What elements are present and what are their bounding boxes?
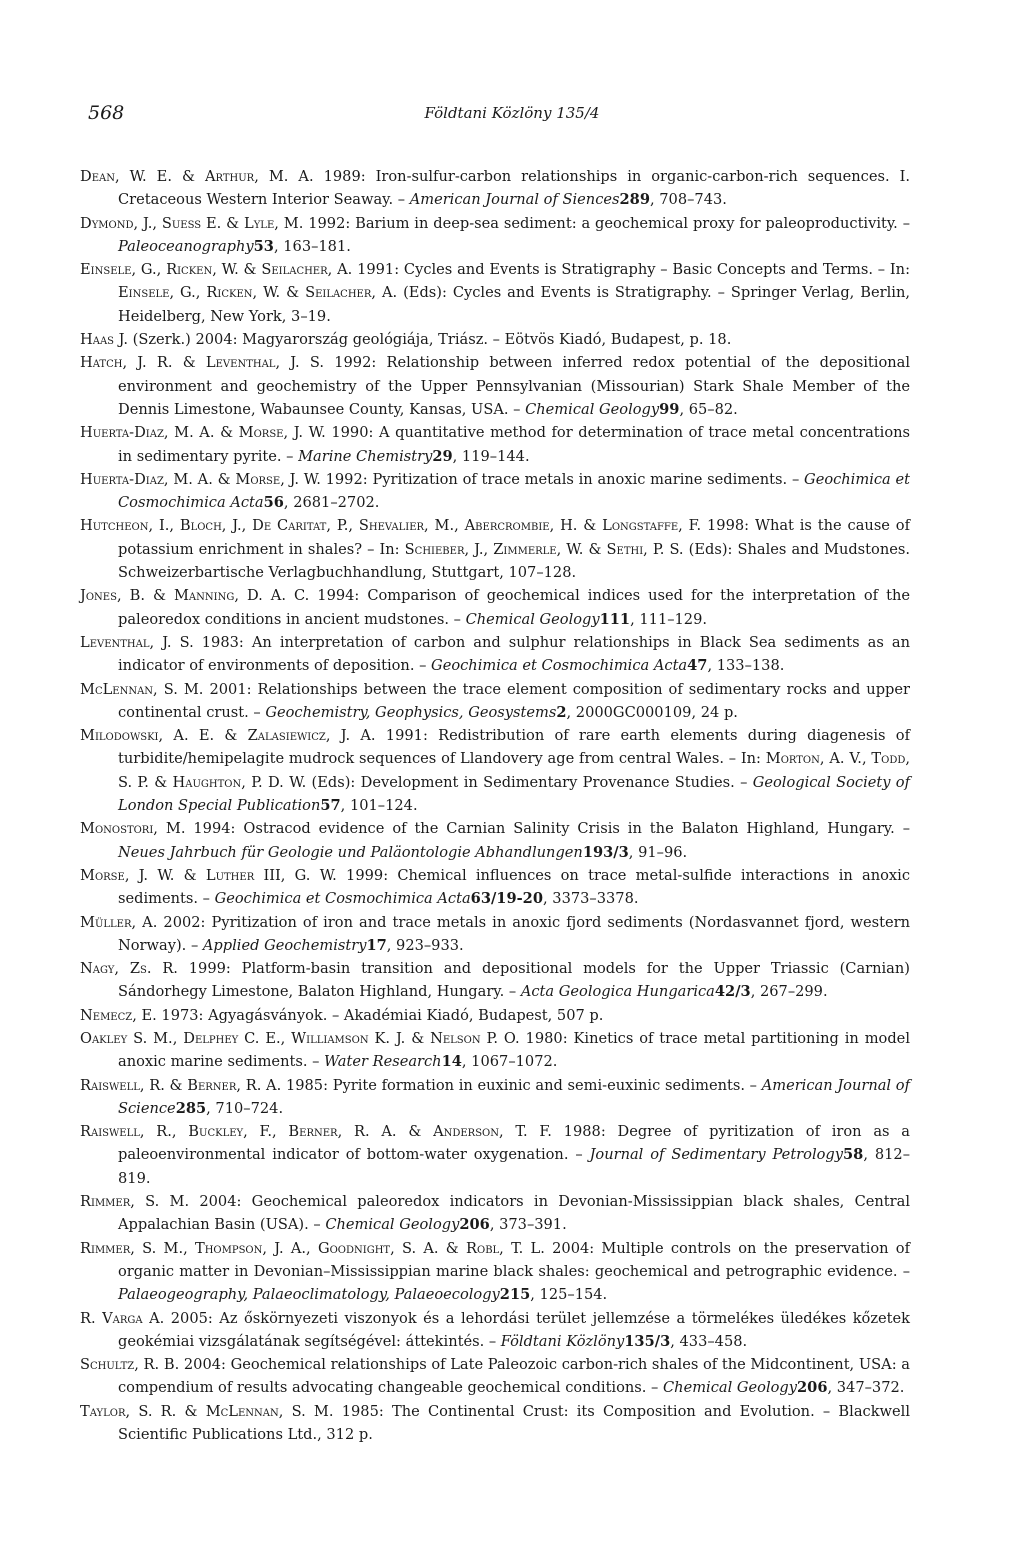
reference-entry <box>80 351 910 421</box>
reference-volume: 285 <box>175 1099 207 1117</box>
reference-entry <box>80 1400 910 1447</box>
page-number: 568 <box>88 102 125 124</box>
reference-authors: Haas <box>80 331 115 349</box>
reference-volume: 14 <box>441 1053 462 1071</box>
reference-pages: , 163–181. <box>273 237 351 255</box>
reference-pages: , 2000GC000109, 24 p. <box>566 703 738 721</box>
reference-entry <box>80 1353 910 1400</box>
reference-journal: Chemical Geology <box>465 610 600 628</box>
reference-text: 1998: What is the cause of potassium enrichment in shales? – In: <box>118 517 910 558</box>
reference-entry <box>80 212 910 259</box>
reference-text: (Eds): Cycles and Events is Stratigraphy. – Springer Verlag, Berlin, Heidelberg, New York, 3–19. <box>118 284 910 325</box>
reference-authors: Huerta-Diaz, M. A. & Morse, J. W. <box>80 470 321 488</box>
reference-entry <box>80 864 910 911</box>
reference-authors: Müller, A. <box>80 913 158 931</box>
reference-entry <box>80 1190 910 1237</box>
reference-volume: 206 <box>459 1216 490 1234</box>
reference-journal: Geochimica et Cosmochimica Acta <box>118 470 911 512</box>
reference-authors: Schultz, R. B. <box>80 1356 180 1374</box>
reference-authors: Huerta-Diaz, M. A. & Morse, J. W. <box>80 424 326 442</box>
reference-pages: , 812–819. <box>118 1146 910 1187</box>
reference-text: 1991: Redistribution of rare earth elements during diagenesis of turbidite/hemipelagite mudrock sequences of Llandovery age from central Wales. – In: <box>118 727 910 768</box>
reference-volume: 58 <box>843 1146 864 1164</box>
reference-authors: Raiswell, R. & Berner, R. A. <box>80 1076 282 1094</box>
reference-text: 1989: Iron-sulfur-carbon relationships in organic-carbon-rich sequences. I. Cretaceous Western Interior Seaway. – <box>118 168 910 209</box>
reference-volume: 47 <box>687 657 708 675</box>
reference-entry <box>80 1027 910 1074</box>
reference-editors: Morton, A. V., Todd, S. P. & Haughton, P. D. W. <box>118 750 910 791</box>
reference-journal: Chemical Geology <box>525 400 660 418</box>
reference-authors: Raiswell, R., Buckley, F., Berner, R. A. & Anderson, T. F. <box>80 1123 552 1141</box>
reference-pages: , 125–154. <box>530 1286 608 1304</box>
reference-pages: , 2681–2702. <box>283 494 380 512</box>
reference-authors: Nemecz, E. <box>80 1006 157 1024</box>
reference-text: 2004: Multiple controls on the preservation of organic matter in Devonian–Mississippian marine black shales: geochemical and petrographic evidence. – <box>118 1239 910 1280</box>
running-journal-title: Földtani Közlöny 135/4 <box>424 104 600 122</box>
reference-authors: Monostori, M. <box>80 820 186 838</box>
reference-authors: R. Varga A. <box>80 1309 165 1327</box>
reference-volume: 2 <box>556 703 567 721</box>
reference-entry <box>80 165 910 212</box>
reference-entry <box>80 258 910 328</box>
reference-authors: McLennan, S. M. <box>80 680 204 698</box>
reference-text: 1973: Agyagásványok. – Akadémiai Kiadó, Budapest, 507 p. <box>156 1006 604 1024</box>
reference-text: 1980: Kinetics of trace metal partitioning in model anoxic marine sediments. – <box>118 1029 910 1071</box>
reference-authors: Hatch, J. R. & Leventhal, J. S. <box>80 354 324 372</box>
reference-entry <box>80 584 910 631</box>
reference-authors: Rimmer, S. M., Thompson, J. A., Goodnight, S. A. & Robl, T. L. <box>80 1239 545 1257</box>
reference-text: 1999: Platform-basin transition and depositional models for the Upper Triassic (Carnian) Sándorhegy Limestone, Balaton Highland, Hungary. – <box>118 960 910 1001</box>
reference-journal: Geological Society of London Special Publication <box>118 773 910 815</box>
reference-entry <box>80 1120 910 1190</box>
reference-volume: 135/3 <box>624 1332 671 1350</box>
reference-entry <box>80 514 910 584</box>
reference-journal: Water Research <box>324 1053 442 1071</box>
reference-editors: Einsele, G., Ricken, W. & Seilacher, A. <box>118 284 398 302</box>
reference-authors: Jones, B. & Manning, D. A. C. <box>80 587 310 605</box>
reference-entry <box>80 1237 910 1307</box>
reference-volume: 53 <box>253 237 274 255</box>
reference-text: 2004: Geochemical relationships of Late Paleozoic carbon-rich shales of the Midcontinent, USA: a compendium of results advocating changeable geochemical conditions. – <box>118 1356 910 1397</box>
reference-pages: , 65–82. <box>679 400 738 418</box>
reference-authors: Leventhal, J. S. <box>80 633 194 651</box>
reference-journal: Acta Geologica Hungarica <box>520 983 715 1001</box>
reference-journal: American Journal of Siences <box>409 191 620 209</box>
reference-journal: Chemical Geology <box>663 1379 798 1397</box>
reference-entry <box>80 1004 910 1027</box>
reference-authors: Hutcheon, I., Bloch, J., De Caritat, P., Shevalier, M., Abercrombie, H. & Longstaffe, F. <box>80 517 702 535</box>
reference-authors: Oakley S. M., Delphey C. E., Williamson K. J. & Nelson P. O. <box>80 1029 520 1047</box>
reference-text: 2004: Geochemical paleoredox indicators in Devonian-Mississippian black shales, Central Appalachian Basin (USA). – <box>118 1193 910 1234</box>
reference-journal: Neues Jahrbuch für Geologie und Paläontologie Abhandlungen <box>118 843 583 861</box>
reference-text: 1994: Ostracod evidence of the Carnian Salinity Crisis in the Balaton Highland, Hungary. – <box>185 820 910 838</box>
reference-text: 1985: Pyrite formation in euxinic and semi-euxinic sediments. – <box>281 1076 762 1094</box>
reference-authors: Taylor, S. R. & McLennan, S. M. <box>80 1402 334 1420</box>
reference-volume: 63/19-20 <box>470 890 543 908</box>
reference-entry <box>80 678 910 725</box>
reference-entry <box>80 911 910 958</box>
reference-entry <box>80 631 910 678</box>
reference-pages: , 3373–3378. <box>543 890 639 908</box>
reference-text: 2002: Pyritization of iron and trace metals in anoxic fjord sediments (Nordasvannet fjord, western Norway). – <box>118 913 911 954</box>
reference-entry <box>80 957 910 1004</box>
reference-text: 1992: Pyritization of trace metals in anoxic marine sediments. – <box>320 470 805 488</box>
reference-authors: Dymond, J., Suess E. & Lyle, M. <box>80 214 304 232</box>
reference-authors: Milodowski, A. E. & Zalasiewicz, J. A. <box>80 727 376 745</box>
reference-volume: 29 <box>432 447 453 465</box>
reference-journal: Chemical Geology <box>325 1216 460 1234</box>
reference-authors: Rimmer, S. M. <box>80 1193 190 1211</box>
reference-text: (Eds): Development in Sedimentary Provenance Studies. – <box>306 773 753 791</box>
reference-text: J. (Szerk.) 2004: Magyarország geológiája, Triász. – Eötvös Kiadó, Budapest, p. 18. <box>114 331 732 349</box>
reference-pages: , 373–391. <box>489 1216 567 1234</box>
reference-text: (Eds): Shales and Mudstones. Schweizerbartische Verlagbuchhandlung, Stuttgart, 107–128. <box>118 540 910 582</box>
reference-pages: , 267–299. <box>750 983 828 1001</box>
reference-entry <box>80 1074 910 1121</box>
reference-authors: Einsele, G., Ricken, W. & Seilacher, A. <box>80 261 353 279</box>
reference-entry <box>80 724 910 817</box>
reference-entry <box>80 1307 910 1354</box>
reference-text: 1999: Chemical influences on trace metal-sulfide interactions in anoxic sediments. – <box>118 866 910 908</box>
reference-text: 1992: Barium in deep-sea sediment: a geochemical proxy for paleoproductivity. – <box>303 214 910 232</box>
reference-journal: Geochemistry, Geophysics, Geosystems <box>265 703 557 721</box>
reference-authors: Dean, W. E. & Arthur, M. A. <box>80 168 314 185</box>
reference-journal: Geochimica et Cosmochimica Acta <box>214 890 471 908</box>
reference-text: 1992: Relationship between inferred redox potential of the depositional environment and geochemistry of the Upper Pennsylvanian (Missourian) Stark Shale Member of the Dennis Limestone, Wabaunsee County, Kansas, USA. – <box>118 354 911 418</box>
reference-entry <box>80 421 910 468</box>
reference-volume: 193/3 <box>582 843 629 861</box>
reference-text: 1990: A quantitative method for determination of trace metal concentrations in sedimentary pyrite. – <box>118 424 910 465</box>
reference-pages: , 1067–1072. <box>461 1053 558 1071</box>
reference-journal: Földtani Közlöny <box>500 1332 625 1350</box>
reference-text: 1983: An interpretation of carbon and sulphur relationships in Black Sea sediments as an indicator of environments of deposition. – <box>118 633 910 675</box>
reference-journal: Paleoceanography <box>118 237 254 255</box>
reference-volume: 17 <box>366 936 387 954</box>
reference-journal: Journal of Sedimentary Petrology <box>589 1146 843 1164</box>
reference-list <box>80 165 910 1446</box>
reference-entry <box>80 817 910 864</box>
reference-entry <box>80 468 910 515</box>
reference-volume: 111 <box>599 610 631 628</box>
reference-text: 1985: The Continental Crust: its Composition and Evolution. – Blackwell Scientific Publications Ltd., 312 p. <box>118 1402 911 1444</box>
reference-volume: 56 <box>263 494 284 512</box>
reference-volume: 289 <box>619 191 650 209</box>
reference-text: 1994: Comparison of geochemical indices used for the interpretation of the paleoredox conditions in ancient mudstones. – <box>118 587 910 628</box>
reference-pages: , 923–933. <box>386 936 464 954</box>
reference-pages: , 708–743. <box>649 191 727 209</box>
reference-pages: , 433–458. <box>670 1332 748 1350</box>
reference-volume: 57 <box>320 797 341 815</box>
reference-volume: 206 <box>797 1379 828 1397</box>
reference-volume: 99 <box>659 400 680 418</box>
reference-volume: 42/3 <box>714 983 751 1001</box>
reference-volume: 215 <box>499 1286 531 1304</box>
reference-journal: Palaeogeography, Palaeoclimatology, Palaeoecology <box>118 1286 500 1304</box>
reference-editors: Schieber, J., Zimmerle, W. & Sethi, P. S. <box>404 540 684 558</box>
page-header <box>88 102 936 126</box>
reference-pages: , 91–96. <box>628 843 688 861</box>
reference-text: 2001: Relationships between the trace element composition of sedimentary rocks and upper continental crust. – <box>118 680 911 721</box>
reference-authors: Nagy, Zs. R. <box>80 960 178 978</box>
reference-text: 2005: Az őskörnyezeti viszonyok és a lehordási terület jellemzése a törmelékes üledékes kőzetek geokémiai vizsgálatának segítségével: áttekintés. – <box>118 1309 910 1350</box>
reference-journal: Applied Geochemistry <box>202 936 367 954</box>
reference-pages: , 710–724. <box>206 1099 284 1117</box>
reference-pages: , 111–129. <box>630 610 708 628</box>
reference-pages: , 133–138. <box>707 657 785 675</box>
reference-authors: Morse, J. W. & Luther III, G. W. <box>80 866 337 884</box>
reference-pages: , 347–372. <box>827 1379 905 1397</box>
reference-journal: Marine Chemistry <box>298 447 433 465</box>
reference-text: 1988: Degree of pyritization of iron as a paleoenvironmental indicator of bottom-water oxygenation. – <box>118 1123 911 1164</box>
reference-entry <box>80 328 910 351</box>
reference-journal: Geochimica et Cosmochimica Acta <box>431 657 688 675</box>
reference-journal: American Journal of Science <box>118 1076 910 1117</box>
reference-pages: , 101–124. <box>340 797 418 815</box>
reference-pages: , 119–144. <box>452 447 530 465</box>
reference-text: 1991: Cycles and Events is Stratigraphy – Basic Concepts and Terms. – In: <box>352 261 910 279</box>
